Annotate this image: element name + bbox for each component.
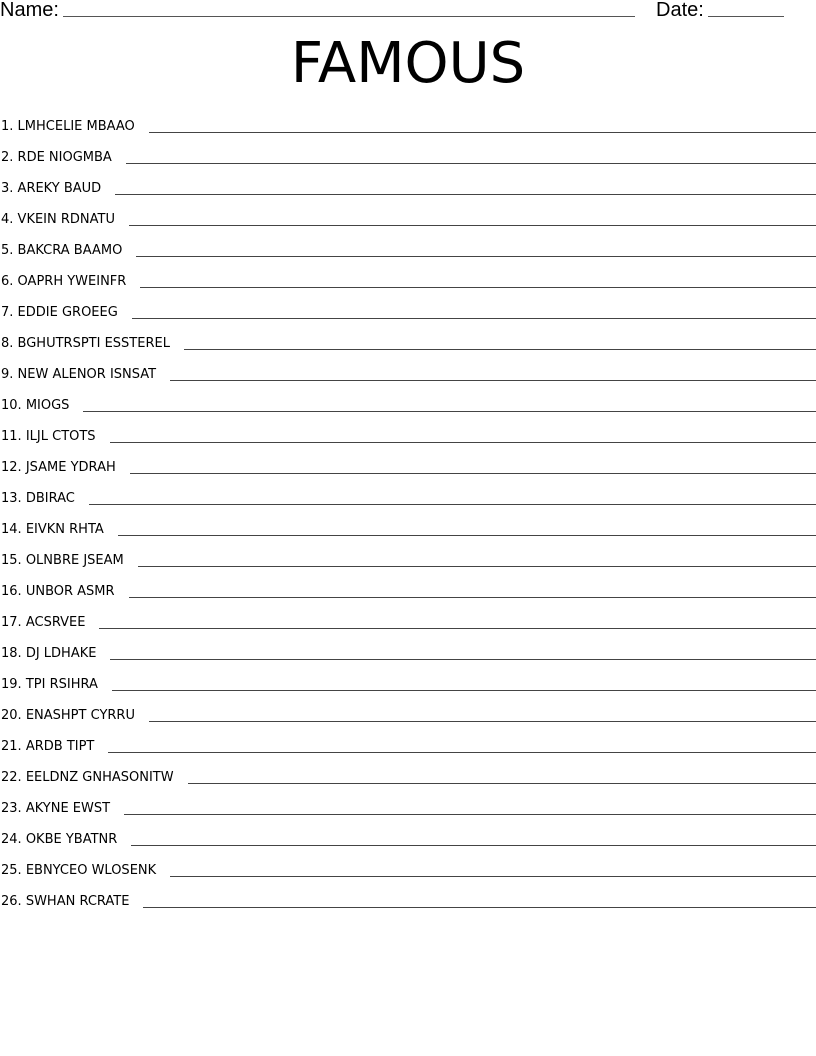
scrambled-word: EIVKN RHTA — [25, 522, 104, 537]
answer-line[interactable] — [170, 380, 816, 381]
list-item — [0, 390, 816, 421]
item-number: 2. — [1, 150, 14, 165]
answer-line[interactable] — [132, 318, 816, 319]
scrambled-word: OAPRH YWEINFR — [17, 274, 127, 289]
answer-line[interactable] — [170, 876, 816, 877]
scramble-label — [0, 615, 85, 630]
scramble-label — [0, 150, 112, 165]
scramble-label — [0, 367, 156, 382]
scrambled-word: SWHAN RCRATE — [25, 894, 130, 909]
item-number: 5. — [1, 243, 14, 258]
worksheet-header — [0, 0, 816, 24]
list-item — [0, 762, 816, 793]
item-number: 25. — [1, 863, 22, 878]
item-number: 12. — [1, 460, 22, 475]
scrambled-word: VKEIN RDNATU — [17, 212, 115, 227]
scramble-label — [0, 522, 104, 537]
answer-line[interactable] — [136, 256, 816, 257]
date-label: Date: — [656, 0, 704, 21]
answer-line[interactable] — [112, 690, 816, 691]
item-number: 18. — [1, 646, 22, 661]
item-number: 10. — [1, 398, 22, 413]
list-item — [0, 886, 816, 917]
scrambled-word: BGHUTRSPTI ESSTEREL — [17, 336, 170, 351]
item-number: 13. — [1, 491, 22, 506]
scrambled-word: DJ LDHAKE — [25, 646, 97, 661]
scrambled-word: NEW ALENOR ISNSAT — [17, 367, 157, 382]
scrambled-word: MIOGS — [25, 398, 70, 413]
scramble-label — [0, 243, 122, 258]
answer-line[interactable] — [140, 287, 816, 288]
name-field[interactable] — [63, 16, 635, 17]
list-item — [0, 638, 816, 669]
answer-line[interactable] — [131, 845, 816, 846]
item-number: 17. — [1, 615, 22, 630]
answer-line[interactable] — [124, 814, 816, 815]
scrambled-word: ILJL CTOTS — [25, 429, 96, 444]
answer-line[interactable] — [184, 349, 816, 350]
scramble-label — [0, 212, 115, 227]
item-number: 14. — [1, 522, 22, 537]
scramble-label — [0, 398, 69, 413]
list-item — [0, 421, 816, 452]
scrambled-word: LMHCELIE MBAAO — [17, 119, 135, 134]
scrambled-word: EELDNZ GNHASONITW — [25, 770, 174, 785]
list-item — [0, 297, 816, 328]
answer-line[interactable] — [129, 597, 816, 598]
scramble-label — [0, 584, 115, 599]
scramble-label — [0, 460, 116, 475]
answer-line[interactable] — [89, 504, 816, 505]
list-item — [0, 824, 816, 855]
answer-line[interactable] — [99, 628, 816, 629]
list-item — [0, 514, 816, 545]
list-item — [0, 173, 816, 204]
scramble-label — [0, 274, 126, 289]
list-item — [0, 793, 816, 824]
list-item — [0, 142, 816, 173]
scrambled-word: JSAME YDRAH — [25, 460, 116, 475]
answer-line[interactable] — [118, 535, 816, 536]
scramble-label — [0, 863, 156, 878]
scramble-label — [0, 708, 135, 723]
scramble-label — [0, 677, 98, 692]
scrambled-word: DBIRAC — [25, 491, 75, 506]
list-item — [0, 266, 816, 297]
answer-line[interactable] — [188, 783, 816, 784]
item-number: 16. — [1, 584, 22, 599]
answer-line[interactable] — [138, 566, 816, 567]
list-item — [0, 483, 816, 514]
answer-line[interactable] — [126, 163, 816, 164]
item-number: 4. — [1, 212, 14, 227]
item-number: 22. — [1, 770, 22, 785]
scramble-label — [0, 429, 96, 444]
item-number: 11. — [1, 429, 22, 444]
item-number: 23. — [1, 801, 22, 816]
scramble-label — [0, 894, 129, 909]
scrambled-word: BAKCRA BAAMO — [17, 243, 123, 258]
scramble-label — [0, 491, 75, 506]
answer-line[interactable] — [108, 752, 816, 753]
answer-line[interactable] — [110, 659, 816, 660]
list-item — [0, 204, 816, 235]
scramble-label — [0, 646, 96, 661]
scrambled-word: ACSRVEE — [25, 615, 86, 630]
scrambled-word: UNBOR ASMR — [25, 584, 115, 599]
date-field[interactable] — [708, 16, 784, 17]
scrambled-word: EDDIE GROEEG — [17, 305, 118, 320]
item-number: 24. — [1, 832, 22, 847]
scrambled-word: EBNYCEO WLOSENK — [25, 863, 157, 878]
worksheet-title: FAMOUS — [290, 31, 526, 96]
name-label: Name: — [0, 0, 59, 21]
answer-line[interactable] — [129, 225, 816, 226]
scramble-label — [0, 801, 110, 816]
answer-line[interactable] — [130, 473, 816, 474]
item-number: 9. — [1, 367, 14, 382]
item-number: 8. — [1, 336, 14, 351]
scrambled-word: OLNBRE JSEAM — [25, 553, 124, 568]
scramble-label — [0, 181, 101, 196]
answer-line[interactable] — [143, 907, 816, 908]
scrambled-word: AREKY BAUD — [17, 181, 102, 196]
scramble-list — [0, 111, 816, 917]
item-number: 15. — [1, 553, 22, 568]
scramble-label — [0, 119, 135, 134]
scramble-label — [0, 832, 117, 847]
item-number: 19. — [1, 677, 22, 692]
scrambled-word: AKYNE EWST — [25, 801, 111, 816]
list-item — [0, 700, 816, 731]
item-number: 20. — [1, 708, 22, 723]
answer-line[interactable] — [149, 132, 816, 133]
list-item — [0, 545, 816, 576]
list-item — [0, 669, 816, 700]
item-number: 7. — [1, 305, 14, 320]
answer-line[interactable] — [149, 721, 816, 722]
item-number: 3. — [1, 181, 14, 196]
scrambled-word: TPI RSIHRA — [25, 677, 98, 692]
scramble-label — [0, 336, 170, 351]
list-item — [0, 731, 816, 762]
scramble-label — [0, 739, 94, 754]
item-number: 1. — [1, 119, 14, 134]
answer-line[interactable] — [110, 442, 816, 443]
list-item — [0, 235, 816, 266]
scramble-label — [0, 770, 174, 785]
scrambled-word: ARDB TIPT — [25, 739, 95, 754]
list-item — [0, 111, 816, 142]
scrambled-word: OKBE YBATNR — [25, 832, 118, 847]
list-item — [0, 328, 816, 359]
item-number: 6. — [1, 274, 14, 289]
item-number: 21. — [1, 739, 22, 754]
scrambled-word: ENASHPT CYRRU — [25, 708, 135, 723]
answer-line[interactable] — [83, 411, 816, 412]
answer-line[interactable] — [115, 194, 816, 195]
list-item — [0, 576, 816, 607]
list-item — [0, 855, 816, 886]
item-number: 26. — [1, 894, 22, 909]
list-item — [0, 359, 816, 390]
list-item — [0, 452, 816, 483]
list-item — [0, 607, 816, 638]
scramble-label — [0, 305, 118, 320]
scramble-label — [0, 553, 124, 568]
scrambled-word: RDE NIOGMBA — [17, 150, 112, 165]
